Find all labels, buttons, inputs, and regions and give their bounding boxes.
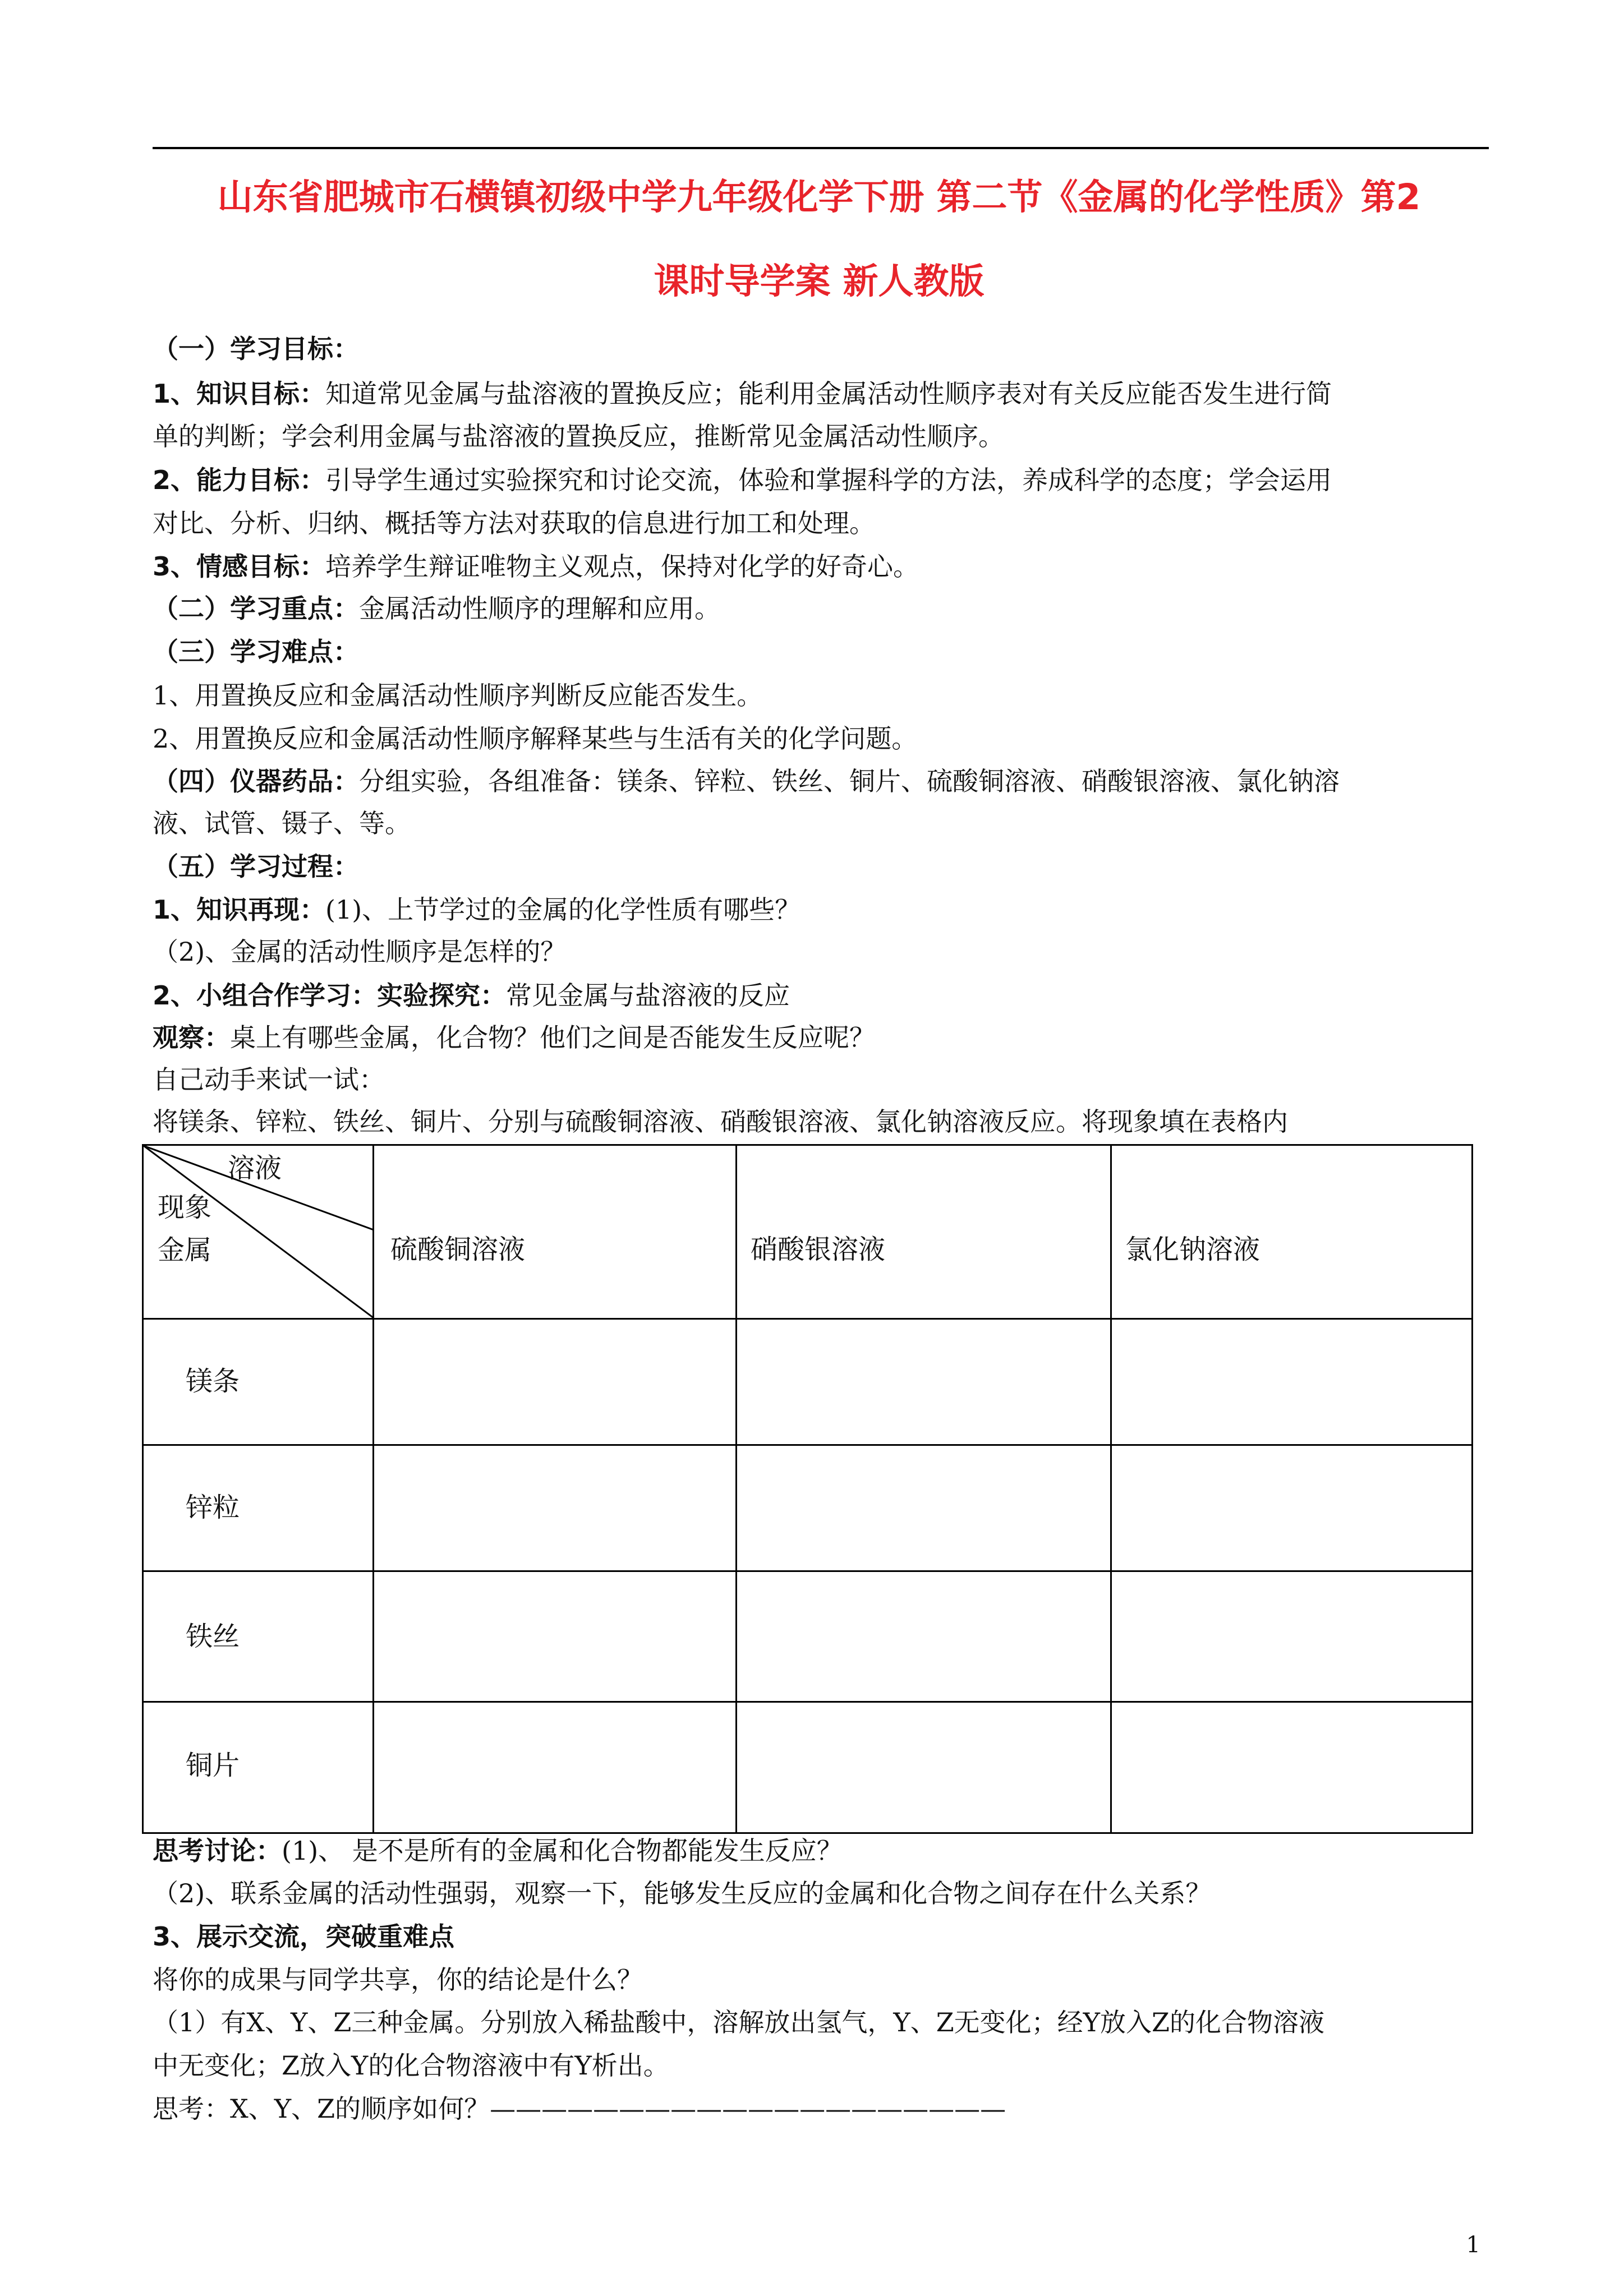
knowledge-goal-cont: 单的判断；学会利用金属与盐溶液的置换反应，推断常见金属活动性顺序。 [153,421,1004,451]
corner-metal-label: 金属 [158,1234,212,1266]
emotion-goal-text: 培养学生辩证唯物主义观点，保持对化学的好奇心。 [325,551,919,582]
row-header: 镁条 [186,1366,240,1397]
discussion-question-1: (1)、 是不是所有的金属和化合物都能发生反应？ [282,1836,843,1866]
review-text: (1)、上节学过的金属的化学性质有哪些？ [325,895,801,925]
observe-label: 观察： [153,1022,230,1053]
ability-goal [153,463,1488,497]
exchange-think: 思考：X、Y、Z的顺序如何？———————————————————— [153,2094,1006,2124]
discussion [153,1834,1488,1868]
difficulty-heading: （三）学习难点： [153,637,359,667]
observe [153,1021,1488,1054]
table-divider [1110,1146,1112,1832]
try-text: 自己动手来试一试： [153,1064,385,1095]
table-divider [144,1444,1471,1446]
column-header: 硝酸银溶液 [751,1234,886,1265]
ability-goal-text: 引导学生通过实验探究和讨论交流，体验和掌握科学的方法，养成科学的态度；学会运用 [325,465,1332,495]
emotion-goal-label: 3、情感目标： [153,551,326,582]
table-divider [144,1318,1471,1320]
knowledge-goal-label: 1、知识目标： [153,379,326,409]
difficulty-item-1: 1、用置换反应和金属活动性顺序判断反应能否发生。 [153,680,763,711]
exchange-problem-cont: 中无变化；Z放入Y的化合物溶液中有Y析出。 [153,2050,669,2081]
materials-cont: 液、试管、镊子、等。 [153,808,411,838]
exchange-problem: （1）有X、Y、Z三种金属。分别放入稀盐酸中，溶解放出氢气，Y、Z无变化；经Y放入Z的化合物溶液 [153,2007,1325,2037]
page-number: 1 [1466,2232,1480,2258]
review-question-2: （2)、金属的活动性顺序是怎样的？ [153,937,567,967]
row-header: 锌粒 [186,1492,240,1523]
review [153,893,1488,926]
ability-goal-cont: 对比、分析、归纳、概括等方法对获取的信息进行加工和处理。 [153,508,875,538]
materials [153,764,1488,798]
corner-solution-label: 溶液 [228,1152,282,1184]
emotion-goal [153,550,1488,583]
difficulty-item-2: 2、用置换反应和金属活动性顺序解释某些与生活有关的化学问题。 [153,723,918,754]
table-divider [144,1701,1471,1703]
exchange-prompt: 将你的成果与同学共享，你的结论是什么？ [153,1965,643,1995]
column-header: 氯化钠溶液 [1125,1234,1260,1265]
process-heading: （五）学习过程： [153,851,359,882]
knowledge-goal-text: 知道常见金属与盐溶液的置换反应；能利用金属活动性顺序表对有关反应能否发生进行简 [325,379,1332,409]
materials-label: （四）仪器药品： [153,766,359,796]
goals-heading: （一）学习目标： [153,334,359,364]
document-title-line-1: 山东省肥城市石横镇初级中学九年级化学下册 第二节《金属的化学性质》第2 [217,177,1421,218]
discussion-question-2: （2)、联系金属的活动性强弱，观察一下，能够发生反应的金属和化合物之间存在什么关系？ [153,1878,1212,1908]
exchange-heading: 3、展示交流，突破重难点 [153,1921,455,1952]
column-header: 硫酸铜溶液 [390,1234,526,1265]
focus-text: 金属活动性顺序的理解和应用。 [359,593,720,624]
table-divider [735,1146,737,1832]
focus [153,592,1488,625]
row-header: 铁丝 [186,1621,240,1652]
corner-phenomenon-label: 现象 [158,1192,212,1223]
header-rule [153,147,1489,149]
ability-goal-label: 2、能力目标： [153,465,326,495]
materials-text: 分组实验，各组准备：镁条、锌粒、铁丝、铜片、硫酸铜溶液、硝酸银溶液、氯化钠溶 [359,766,1340,796]
instruction: 将镁条、锌粒、铁丝、铜片、分别与硫酸铜溶液、硝酸银溶液、氯化钠溶液反应。将现象填在表格内 [153,1106,1288,1137]
row-header: 铜片 [186,1750,240,1781]
document-title-line-2: 课时导学案 新人教版 [654,261,984,302]
review-label: 1、知识再现： [153,895,326,925]
focus-label: （二）学习重点： [153,593,359,624]
knowledge-goal [153,377,1488,411]
observation-table [142,1144,1473,1834]
group-study-label: 2、小组合作学习：实验探究： [153,980,507,1011]
observe-text: 桌上有哪些金属，化合物？他们之间是否能发生反应呢？ [230,1022,875,1053]
table-divider [372,1146,374,1832]
discussion-label: 思考讨论： [153,1836,282,1866]
group-study [153,979,1488,1012]
group-study-text: 常见金属与盐溶液的反应 [506,980,790,1011]
table-divider [144,1570,1471,1572]
